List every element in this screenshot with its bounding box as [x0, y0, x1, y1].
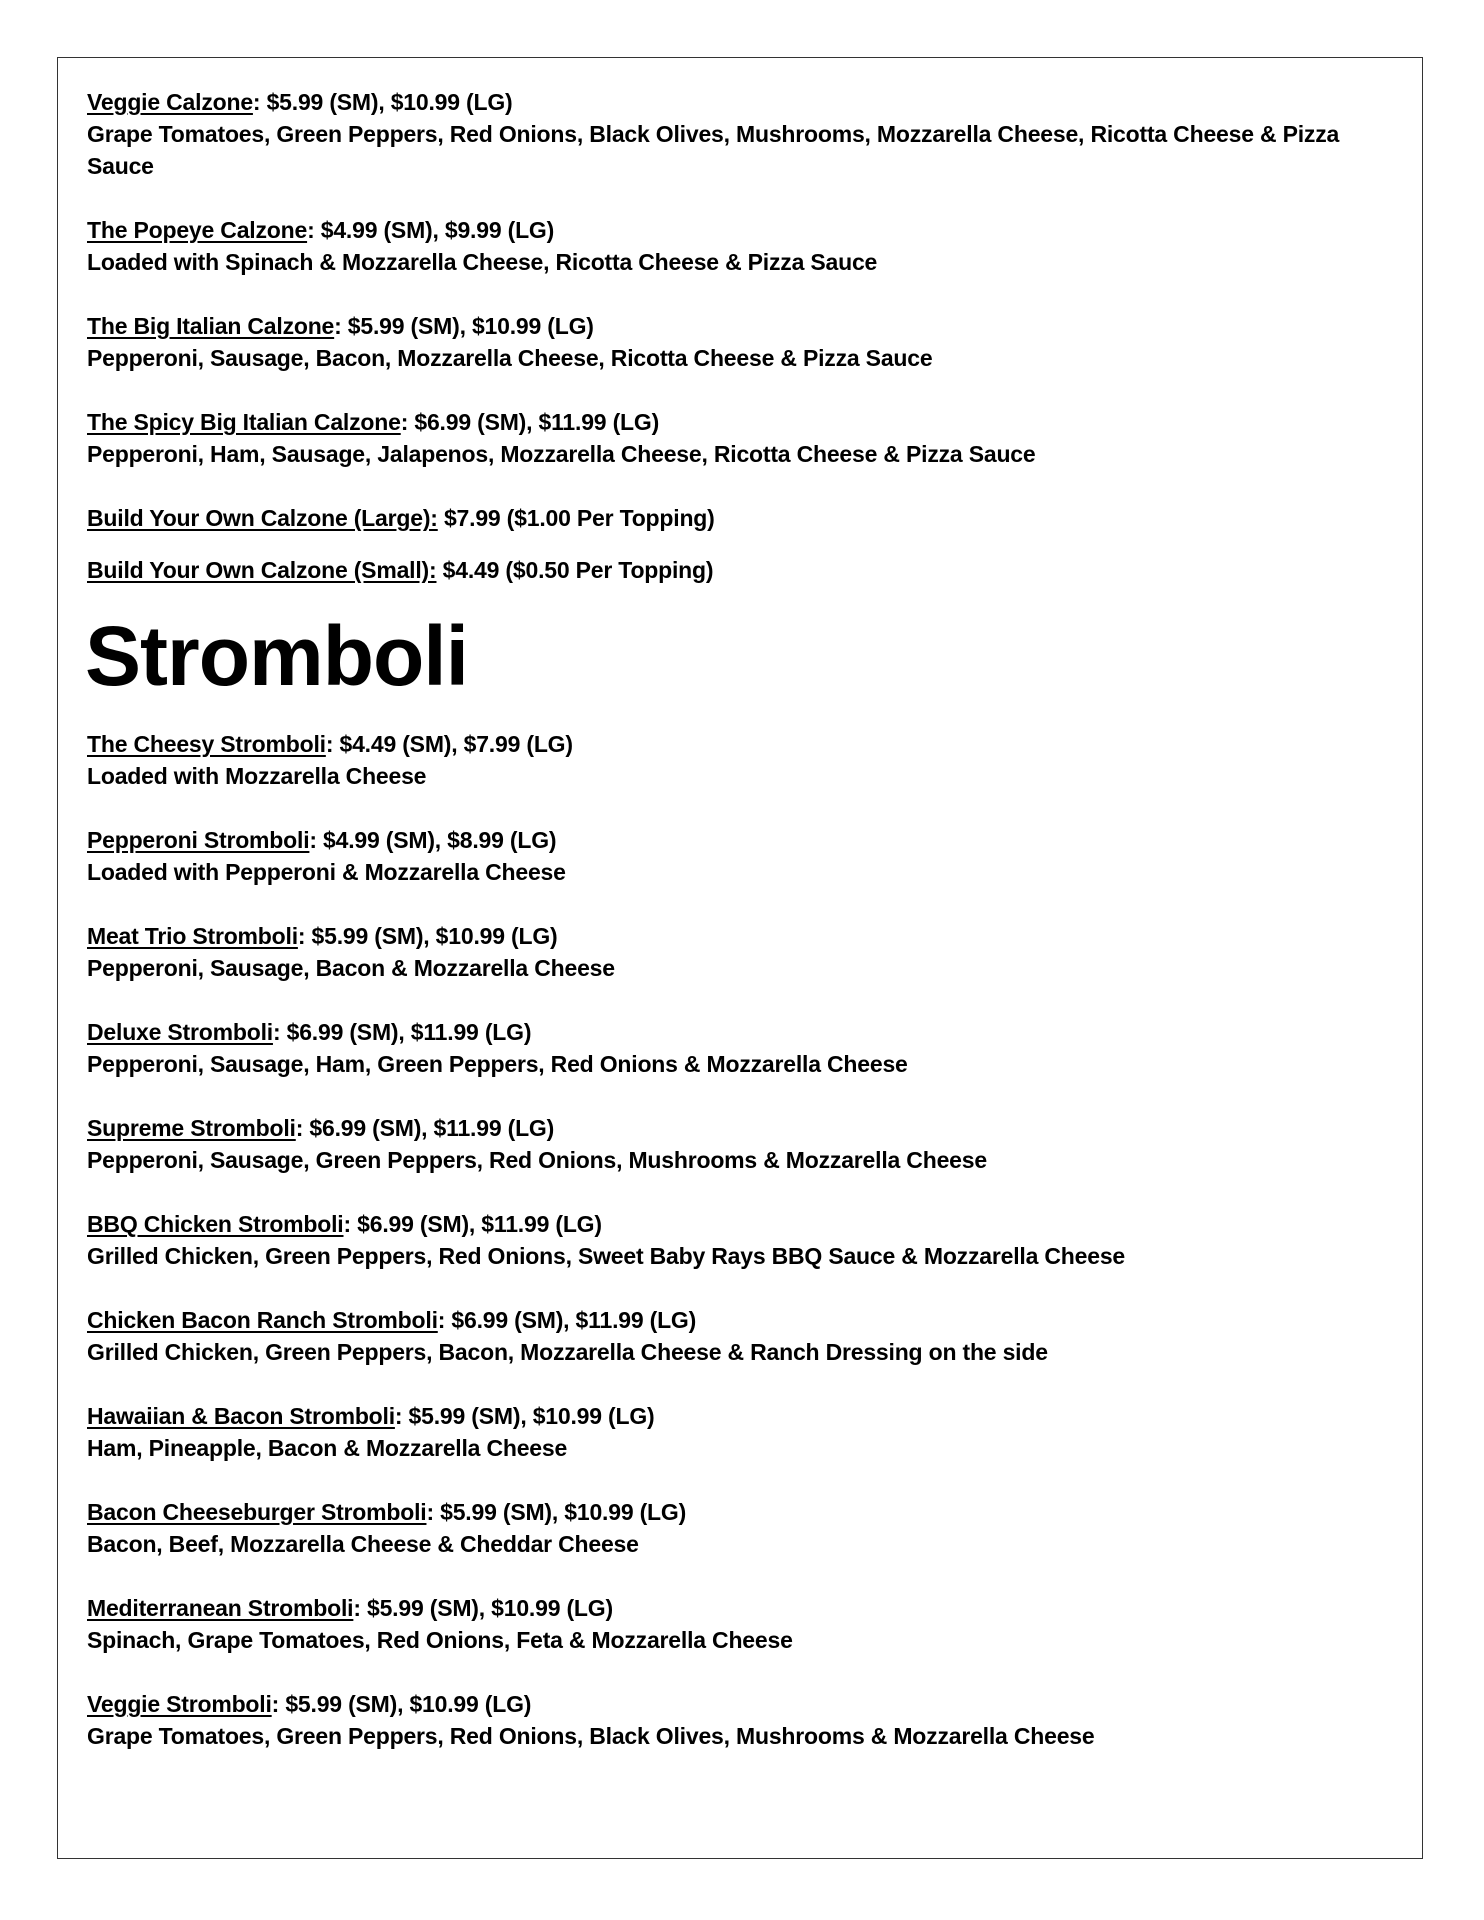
- item-price: : $6.99 (SM), $11.99 (LG): [343, 1211, 602, 1237]
- item-name: Bacon Cheeseburger Stromboli: [87, 1499, 427, 1525]
- item-name: Chicken Bacon Ranch Stromboli: [87, 1307, 438, 1333]
- item-price: : $6.99 (SM), $11.99 (LG): [437, 1307, 697, 1333]
- item-price: : $6.99 (SM), $11.99 (LG): [272, 1019, 532, 1045]
- item-price: : $5.99 (SM), $10.99 (LG): [252, 89, 513, 115]
- item-description: Pepperoni, Sausage, Green Peppers, Red Onions, Mushrooms & Mozzarella Cheese: [87, 1147, 987, 1173]
- menu-item-spicy-big-italian-calzone: [87, 406, 1407, 470]
- item-description: Grilled Chicken, Green Peppers, Bacon, Mozzarella Cheese & Ranch Dressing on the side: [87, 1339, 1048, 1365]
- item-price: : $5.99 (SM), $10.99 (LG): [334, 313, 594, 339]
- item-name: The Popeye Calzone: [87, 217, 308, 243]
- item-price: : $6.99 (SM), $11.99 (LG): [295, 1115, 555, 1141]
- item-price: : $4.99 (SM), $8.99 (LG): [309, 827, 557, 853]
- item-description: Grilled Chicken, Green Peppers, Red Onions, Sweet Baby Rays BBQ Sauce & Mozzarella Cheese: [87, 1243, 1125, 1269]
- menu-item-supreme-stromboli: [87, 1112, 1407, 1176]
- menu-item-big-italian-calzone: [87, 310, 1407, 374]
- item-price: : $6.99 (SM), $11.99 (LG): [400, 409, 660, 435]
- item-price: : $5.99 (SM), $10.99 (LG): [297, 923, 558, 949]
- item-name: Supreme Stromboli: [87, 1115, 296, 1141]
- item-name: Meat Trio Stromboli: [87, 923, 298, 949]
- menu-item-chicken-bacon-ranch-stromboli: [87, 1304, 1407, 1368]
- menu-item-deluxe-stromboli: [87, 1016, 1407, 1080]
- item-price: : $5.99 (SM), $10.99 (LG): [426, 1499, 687, 1525]
- menu-item-cheesy-stromboli: [87, 728, 1407, 792]
- item-description: Pepperoni, Sausage, Ham, Green Peppers, Red Onions & Mozzarella Cheese: [87, 1051, 908, 1077]
- item-description: Pepperoni, Ham, Sausage, Jalapenos, Mozzarella Cheese, Ricotta Cheese & Pizza Sauce: [87, 441, 1036, 467]
- item-price: : $5.99 (SM), $10.99 (LG): [271, 1691, 532, 1717]
- menu-item-veggie-stromboli: [87, 1688, 1407, 1752]
- menu-item-bacon-cheeseburger-stromboli: [87, 1496, 1407, 1560]
- menu-item-veggie-calzone: [87, 86, 1407, 182]
- item-name: Build Your Own Calzone (Small):: [87, 557, 437, 583]
- item-description: Pepperoni, Sausage, Bacon, Mozzarella Cheese, Ricotta Cheese & Pizza Sauce: [87, 345, 933, 371]
- item-description: Loaded with Pepperoni & Mozzarella Cheese: [87, 859, 566, 885]
- menu-item-bbq-chicken-stromboli: [87, 1208, 1407, 1272]
- menu-item-byo-calzone-small: [87, 554, 1407, 586]
- item-price: : $5.99 (SM), $10.99 (LG): [394, 1403, 655, 1429]
- item-description: Pepperoni, Sausage, Bacon & Mozzarella Cheese: [87, 955, 615, 981]
- item-name: Build Your Own Calzone (Large):: [87, 505, 438, 531]
- menu-item-meat-trio-stromboli: [87, 920, 1407, 984]
- item-name: Pepperoni Stromboli: [87, 827, 310, 853]
- item-description: Spinach, Grape Tomatoes, Red Onions, Feta & Mozzarella Cheese: [87, 1627, 793, 1653]
- item-description: Grape Tomatoes, Green Peppers, Red Onions, Black Olives, Mushrooms & Mozzarella Cheese: [87, 1723, 1095, 1749]
- item-name: Veggie Calzone: [87, 89, 253, 115]
- item-name: Deluxe Stromboli: [87, 1019, 273, 1045]
- item-name: The Cheesy Stromboli: [87, 731, 326, 757]
- item-price: $4.49 ($0.50 Per Topping): [436, 557, 714, 583]
- item-name: BBQ Chicken Stromboli: [87, 1211, 344, 1237]
- item-description: Grape Tomatoes, Green Peppers, Red Onions, Black Olives, Mushrooms, Mozzarella Cheese, Ricotta Cheese & Pizza Sauce: [87, 121, 1340, 179]
- menu-item-hawaiian-bacon-stromboli: [87, 1400, 1407, 1464]
- menu-item-popeye-calzone: [87, 214, 1407, 278]
- item-name: Hawaiian & Bacon Stromboli: [87, 1403, 395, 1429]
- item-name: Veggie Stromboli: [87, 1691, 272, 1717]
- menu-item-pepperoni-stromboli: [87, 824, 1407, 888]
- item-price: : $4.99 (SM), $9.99 (LG): [307, 217, 555, 243]
- item-description: Loaded with Mozzarella Cheese: [87, 763, 427, 789]
- menu-item-byo-calzone-large: [87, 502, 1407, 534]
- item-price: $7.99 ($1.00 Per Topping): [437, 505, 715, 531]
- section-title-stromboli: Stromboli: [85, 609, 468, 703]
- menu-content: [87, 86, 1407, 1784]
- menu-item-mediterranean-stromboli: [87, 1592, 1407, 1656]
- item-description: Loaded with Spinach & Mozzarella Cheese, Ricotta Cheese & Pizza Sauce: [87, 249, 878, 275]
- item-description: Bacon, Beef, Mozzarella Cheese & Cheddar Cheese: [87, 1531, 639, 1557]
- item-price: : $5.99 (SM), $10.99 (LG): [353, 1595, 613, 1621]
- item-price: : $4.49 (SM), $7.99 (LG): [325, 731, 573, 757]
- item-name: Mediterranean Stromboli: [87, 1595, 354, 1621]
- item-description: Ham, Pineapple, Bacon & Mozzarella Cheese: [87, 1435, 568, 1461]
- item-name: The Big Italian Calzone: [87, 313, 335, 339]
- item-name: The Spicy Big Italian Calzone: [87, 409, 401, 435]
